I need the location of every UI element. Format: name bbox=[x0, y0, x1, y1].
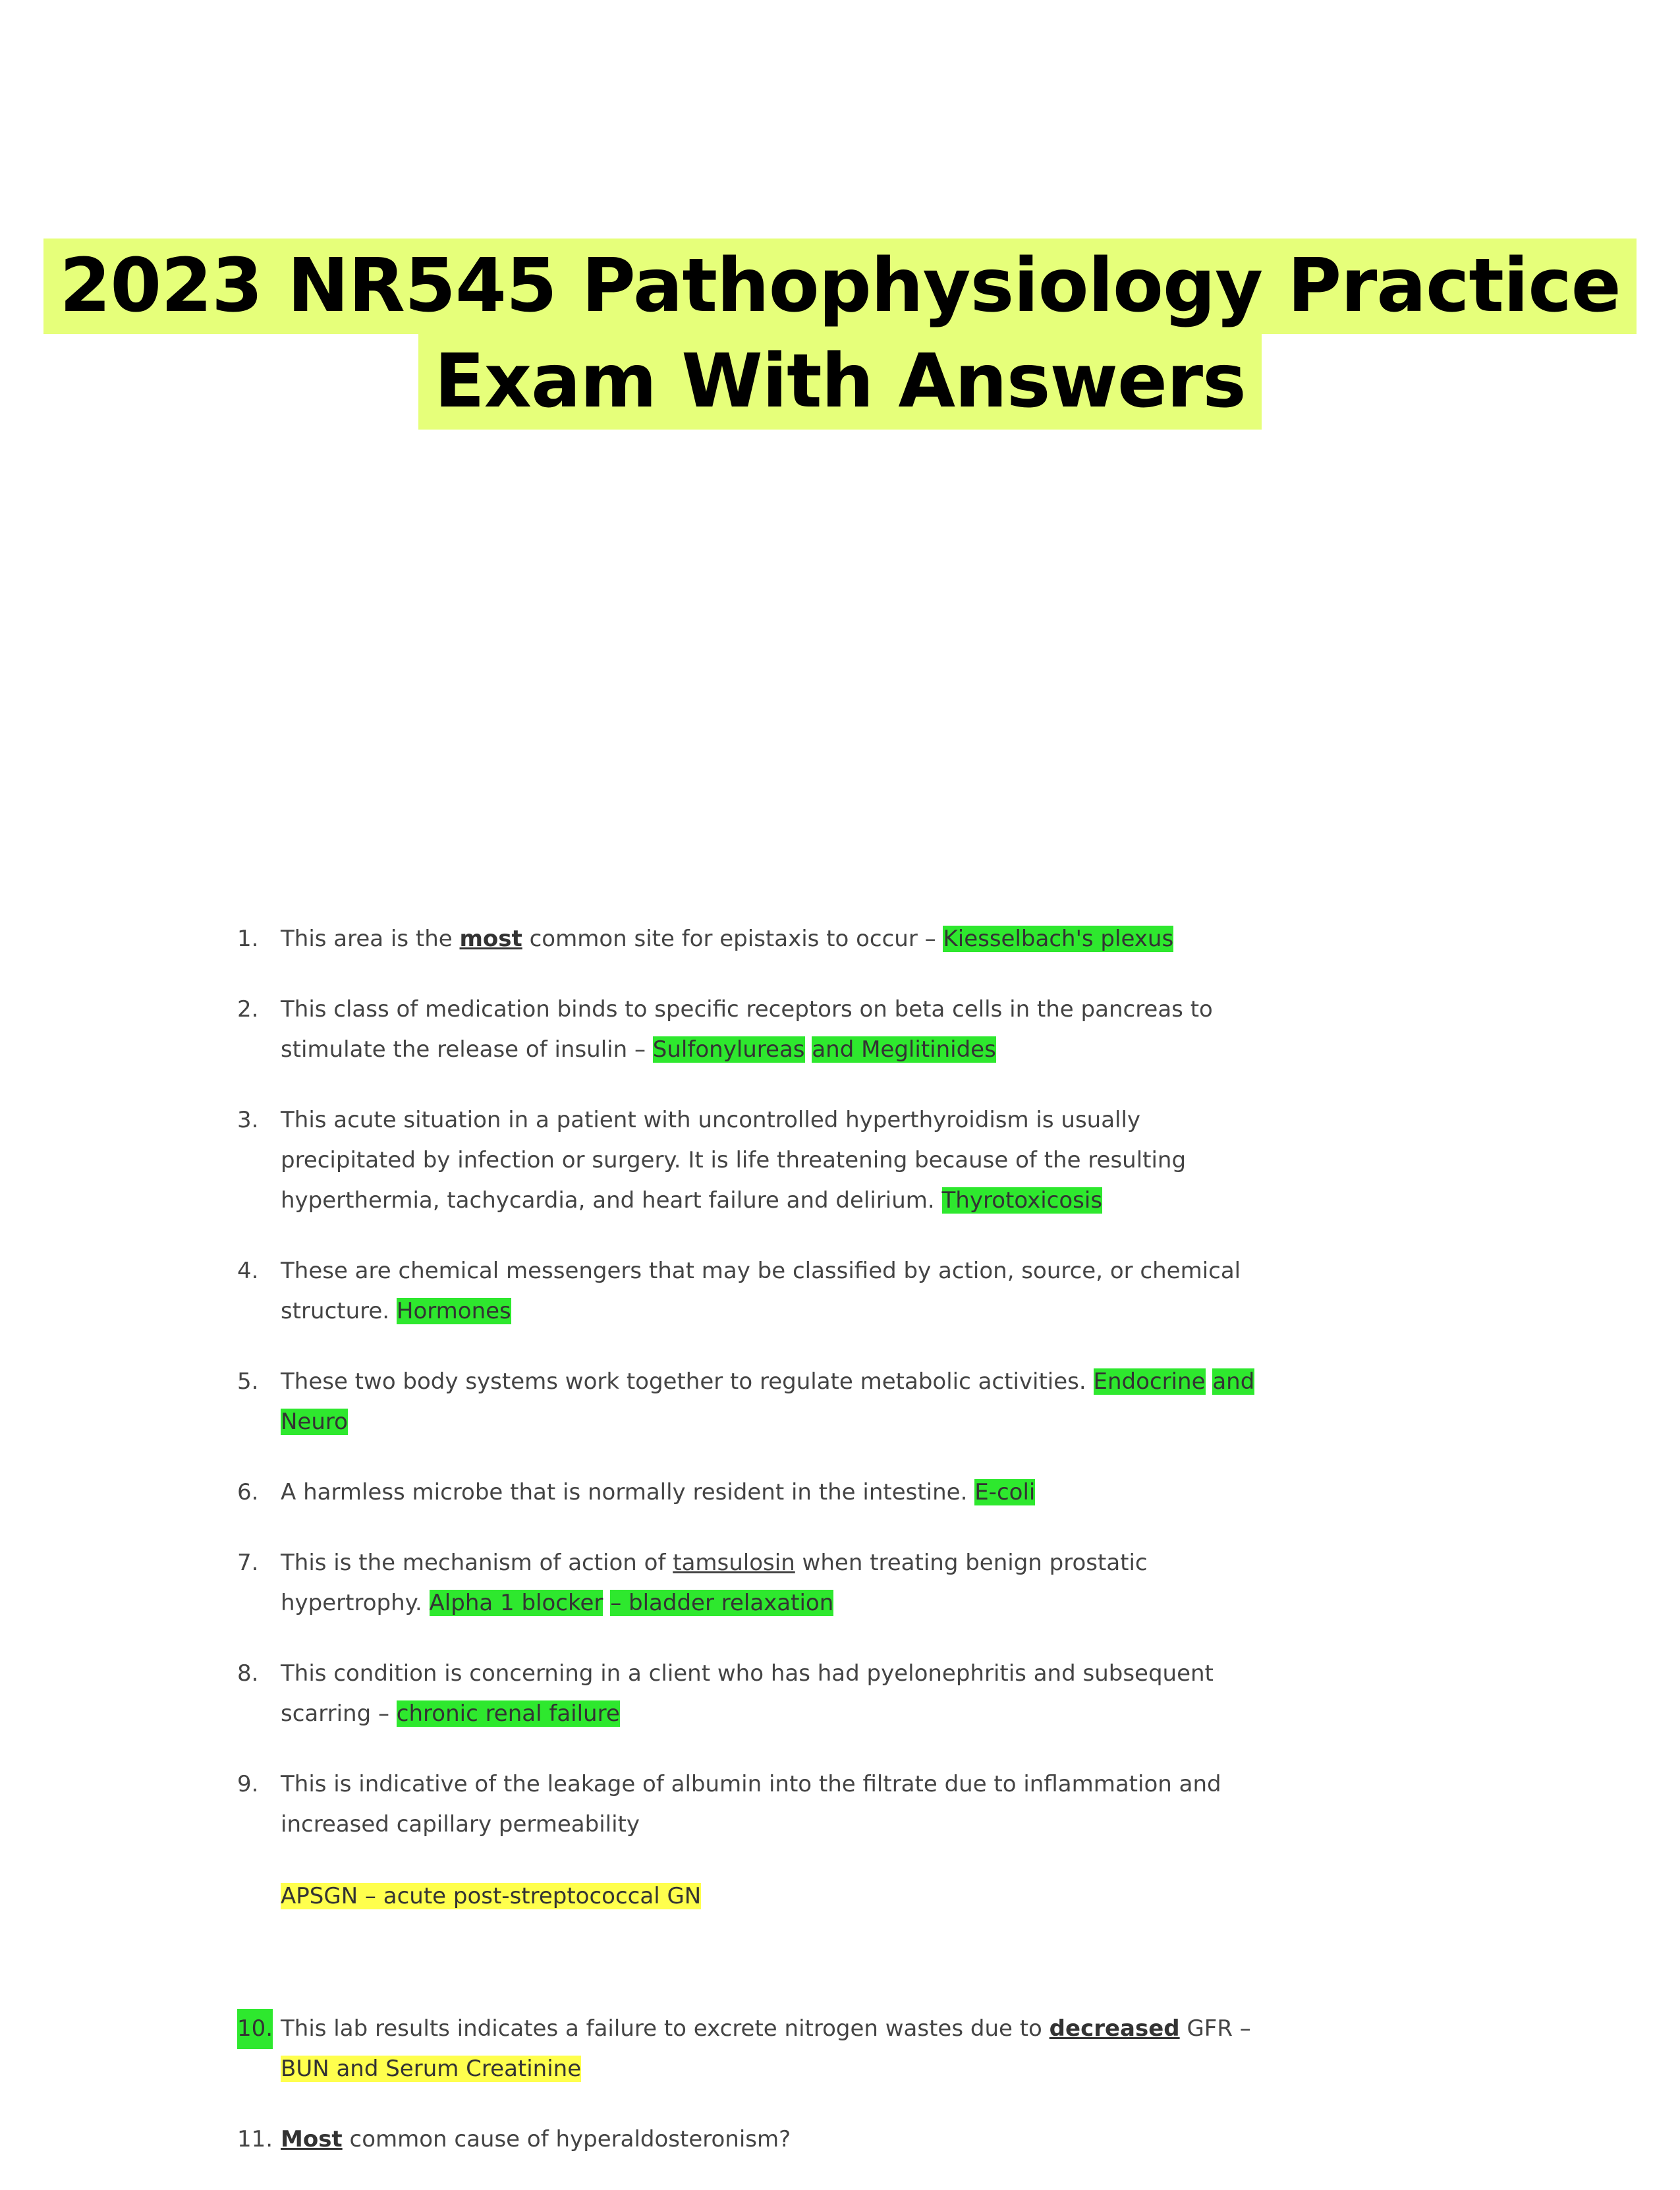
title-line-1: 2023 NR545 Pathophysiology Practice bbox=[43, 239, 1636, 334]
question-2 bbox=[237, 990, 1265, 1070]
question-text: A harmless microbe that is normally resident in the intestine. bbox=[281, 1479, 975, 1505]
emphasis-word: most bbox=[459, 926, 522, 952]
answer-highlight: and Meglitinides bbox=[812, 1036, 996, 1063]
answer-highlight: Alpha 1 blocker bbox=[429, 1590, 603, 1616]
question-text: common cause of hyperaldosteronism? bbox=[342, 2126, 791, 2152]
question-text: This area is the bbox=[281, 926, 460, 952]
question-text: This lab results indicates a failure to excrete nitrogen wastes due to bbox=[281, 2015, 1050, 2042]
question-5 bbox=[237, 1362, 1265, 1442]
answer-highlight: and Neuro bbox=[281, 1368, 1255, 1435]
question-10 bbox=[237, 2009, 1265, 2089]
question-text: when treating benign prostatic hypertrophy. bbox=[281, 1550, 1148, 1616]
question-8 bbox=[237, 1654, 1265, 1734]
question-text: These two body systems work together to regulate metabolic activities. bbox=[281, 1368, 1094, 1395]
title-line-2: Exam With Answers bbox=[418, 334, 1262, 430]
question-number: 9. bbox=[237, 1771, 259, 1797]
answer-highlight: Thyrotoxicosis bbox=[941, 1187, 1103, 1214]
question-number: 10. bbox=[237, 2009, 273, 2049]
question-text: This is the mechanism of action of bbox=[281, 1550, 673, 1576]
question-number: 11. bbox=[237, 2126, 273, 2152]
question-7 bbox=[237, 1543, 1265, 1623]
question-6 bbox=[237, 1473, 1265, 1513]
answer-highlight: E-coli bbox=[974, 1479, 1036, 1505]
answer-highlight: – bladder relaxation bbox=[610, 1590, 834, 1616]
question-number: 2. bbox=[237, 996, 259, 1023]
question-number: 6. bbox=[237, 1479, 259, 1505]
answer-highlight: Sulfonylureas bbox=[652, 1036, 805, 1063]
answer-highlight: BUN and Serum Creatinine bbox=[281, 2056, 582, 2082]
question-4 bbox=[237, 1251, 1265, 1332]
answer-highlight: Endocrine bbox=[1093, 1368, 1206, 1395]
question-number: 5. bbox=[237, 1368, 259, 1395]
answer-highlight: Kiesselbach's plexus bbox=[943, 926, 1174, 952]
question-3 bbox=[237, 1100, 1265, 1221]
answer-highlight: chronic renal failure bbox=[396, 1700, 620, 1727]
question-9 bbox=[237, 1764, 1265, 1917]
question-text: This class of medication binds to specific receptors on beta cells in the pancreas to stimulate the release of insulin – bbox=[281, 996, 1213, 1063]
question-1 bbox=[237, 919, 1265, 959]
question-number: 4. bbox=[237, 1258, 259, 1284]
document-title bbox=[0, 239, 1680, 430]
emphasis-word: Most bbox=[281, 2126, 343, 2152]
question-text: common site for epistaxis to occur – bbox=[522, 926, 943, 952]
answer-highlight: Hormones bbox=[396, 1298, 511, 1324]
question-number: 1. bbox=[237, 926, 259, 952]
question-text: GFR – bbox=[1179, 2015, 1251, 2042]
question-text: This acute situation in a patient with uncontrolled hyperthyroidism is usually precipitated by infection or surgery. It is life threatening because of the resulting hyperthermia, tachycardia, and heart failure and delirium. bbox=[281, 1107, 1187, 1214]
question-number: 8. bbox=[237, 1660, 259, 1687]
question-11 bbox=[237, 2120, 1265, 2160]
question-number: 3. bbox=[237, 1107, 259, 1133]
emphasis-word: decreased bbox=[1049, 2015, 1180, 2042]
question-text: This condition is concerning in a client who has had pyelonephritis and subsequent scarring – bbox=[281, 1660, 1214, 1727]
underlined-term: tamsulosin bbox=[673, 1550, 795, 1576]
answer-highlight: APSGN – acute post-streptococcal GN bbox=[281, 1883, 702, 1909]
question-text: This is indicative of the leakage of albumin into the filtrate due to inflammation and increased capillary permeability bbox=[281, 1771, 1221, 1838]
question-list bbox=[237, 919, 1265, 2190]
question-number: 7. bbox=[237, 1550, 259, 1576]
question-text: These are chemical messengers that may be classified by action, source, or chemical structure. bbox=[281, 1258, 1241, 1324]
